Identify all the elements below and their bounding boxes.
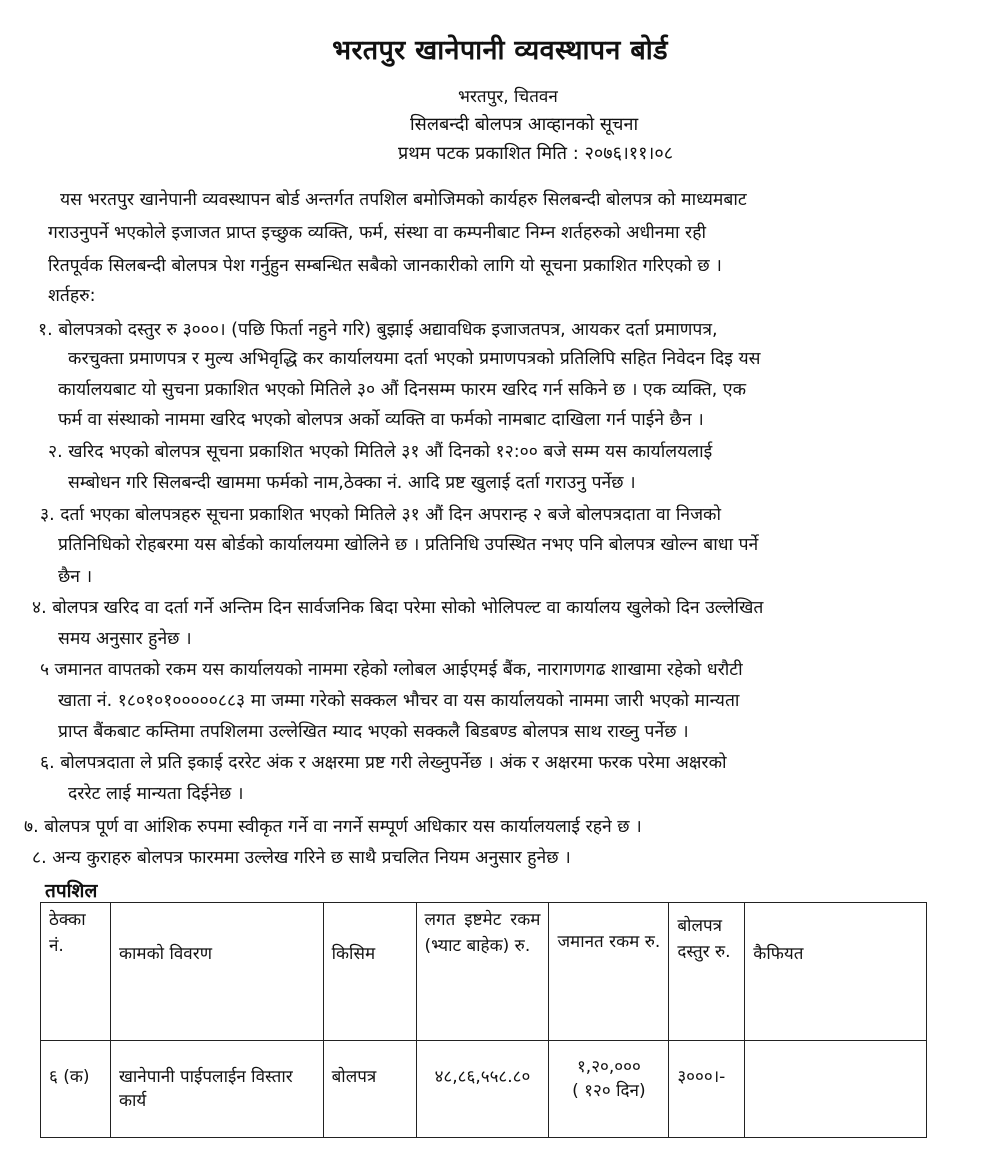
condition-line: समय अनुसार हुनेछ । <box>58 629 192 649</box>
remarks-cell <box>745 1041 927 1138</box>
schedule-heading: तपशिल <box>45 880 98 902</box>
security-cell <box>549 1041 669 1138</box>
column-header: कैफियत <box>745 903 927 1041</box>
condition-line: ५ जमानत वापतको रकम यस कार्यालयको नाममा रहेको ग्लोबल आईएमई बैंक, नारागणगढ शाखामा रहेको धरौटी <box>40 660 743 680</box>
condition-line: प्राप्त बैंकबाट कम्तिमा तपशिलमा उल्लेखित म्याद भएको सक्कलै बिडबण्ड बोलपत्र साथ राख्नु पर्नेछ । <box>58 722 689 742</box>
column-header: ठेक्का नं. <box>41 903 111 1041</box>
security-amount: १,२०,००० <box>576 1057 641 1077</box>
condition-line: फर्म वा संस्थाको नाममा खरिद भएको बोलपत्र अर्को व्यक्ति वा फर्मको नामबाट दाखिला गर्न पाईने छैन । <box>58 410 704 430</box>
fee-cell: ३०००।- <box>669 1041 745 1138</box>
board-title: भरतपुर खानेपानी व्यवस्थापन बोर्ड <box>332 35 668 66</box>
condition-line: १. बोलपत्रको दस्तुर रु ३०००। (पछि फिर्ता नहुने गरि) बुझाई अद्यावधिक इजाजतपत्र, आयकर दर्ता प्रमाणपत्र, <box>38 320 718 340</box>
condition-line: प्रतिनिधिको रोहबरमा यस बोर्डको कार्यालयमा खोलिने छ । प्रतिनिधि उपस्थित नभए पनि बोलपत्र खोल्न बाधा पर्ने <box>58 535 759 555</box>
condition-line: छैन । <box>58 567 93 587</box>
security-validity: ( १२० दिन) <box>572 1081 646 1101</box>
condition-line: खाता नं. १८०१०१०००००८८३ मा जम्मा गरेको सक्कल भौचर वा यस कार्यालयको नाममा जारी भएको मान्यता <box>58 691 740 711</box>
condition-line: करचुक्ता प्रमाणपत्र र मुल्य अभिवृद्धि कर कार्यालयमा दर्ता भएको प्रमाणपत्रको प्रतिलिपि सहित निवेदन दिइ यस <box>68 349 761 369</box>
location-line: भरतपुर, चितवन <box>458 87 558 107</box>
table-header-row <box>41 903 927 1041</box>
condition-line: ३. दर्ता भएका बोलपत्रहरु सूचना प्रकाशित भएको मितिले ३१ औं दिन अपरान्ह २ बजे बोलपत्रदाता वा निजको <box>40 505 722 525</box>
description-cell: खानेपानी पाईपलाईन विस्तार कार्य <box>110 1041 323 1138</box>
condition-line: ४. बोलपत्र खरिद वा दर्ता गर्ने अन्तिम दिन सार्वजनिक बिदा परेमा सोको भोलिपल्ट वा कार्यालय खुलेको दिन उल्लेखित <box>32 598 764 618</box>
type-cell: बोलपत्र <box>323 1041 416 1138</box>
notice-title: सिलबन्दी बोलपत्र आव्हानको सूचना <box>410 114 639 135</box>
column-header: बोलपत्र दस्तुर रु. <box>669 903 745 1041</box>
estimate-cell: ४८,८६,५५८.८० <box>416 1041 549 1138</box>
condition-line: २. खरिद भएको बोलपत्र सूचना प्रकाशित भएको मितिले ३१ औं दिनको १२:०० बजे सम्म यस कार्यालयलाई <box>48 442 713 462</box>
table-row <box>41 1041 927 1138</box>
column-header: किसिम <box>323 903 416 1041</box>
intro-line: गराउनुपर्ने भएकोले इजाजत प्राप्त इच्छुक व्यक्ति, फर्म, संस्था वा कम्पनीबाट निम्न शर्तहरुको अधीनमा रही <box>48 223 707 243</box>
publish-date: प्रथम पटक प्रकाशित मिति : २०७६।११।०८ <box>398 143 674 164</box>
condition-line: दररेट लाई मान्यता दिईनेछ । <box>68 784 244 804</box>
intro-line: रितपूर्वक सिलबन्दी बोलपत्र पेश गर्नुहुन सम्बन्धित सबैको जानकारीको लागि यो सूचना प्रकाशित गरिएको छ । <box>48 256 722 276</box>
column-header: लगत इष्टमेट रकम (भ्याट बाहेक) रु. <box>416 903 549 1041</box>
column-header: कामको विवरण <box>110 903 323 1041</box>
condition-line: ८. अन्य कुराहरु बोलपत्र फारममा उल्लेख गरिने छ साथै प्रचलित नियम अनुसार हुनेछ । <box>32 848 571 868</box>
schedule-table <box>40 902 927 1138</box>
condition-line: कार्यालयबाट यो सुचना प्रकाशित भएको मितिले ३० औं दिनसम्म फारम खरिद गर्न सकिने छ । एक व्यक्ति, एक <box>58 380 747 400</box>
condition-line: सम्बोधन गरि सिलबन्दी खाममा फर्मको नाम,ठेक्का नं. आदि प्रष्ट खुलाई दर्ता गराउनु पर्नेछ । <box>68 473 636 493</box>
column-header: जमानत रकम रु. <box>549 903 669 1041</box>
conditions-heading: शर्तहरु: <box>48 286 96 306</box>
contract-no-cell: ६ (क) <box>41 1041 111 1138</box>
intro-line: यस भरतपुर खानेपानी व्यवस्थापन बोर्ड अन्तर्गत तपशिल बमोजिमको कार्यहरु सिलबन्दी बोलपत्र को माध्यमबाट <box>60 190 747 210</box>
condition-line: ७. बोलपत्र पूर्ण वा आंशिक रुपमा स्वीकृत गर्ने वा नगर्ने सम्पूर्ण अधिकार यस कार्यालयलाई रहने छ । <box>24 817 642 837</box>
condition-line: ६. बोलपत्रदाता ले प्रति इकाई दररेट अंक र अक्षरमा प्रष्ट गरी लेख्नुपर्नेछ । अंक र अक्षरमा फरक परेमा अक्षरको <box>40 753 727 773</box>
